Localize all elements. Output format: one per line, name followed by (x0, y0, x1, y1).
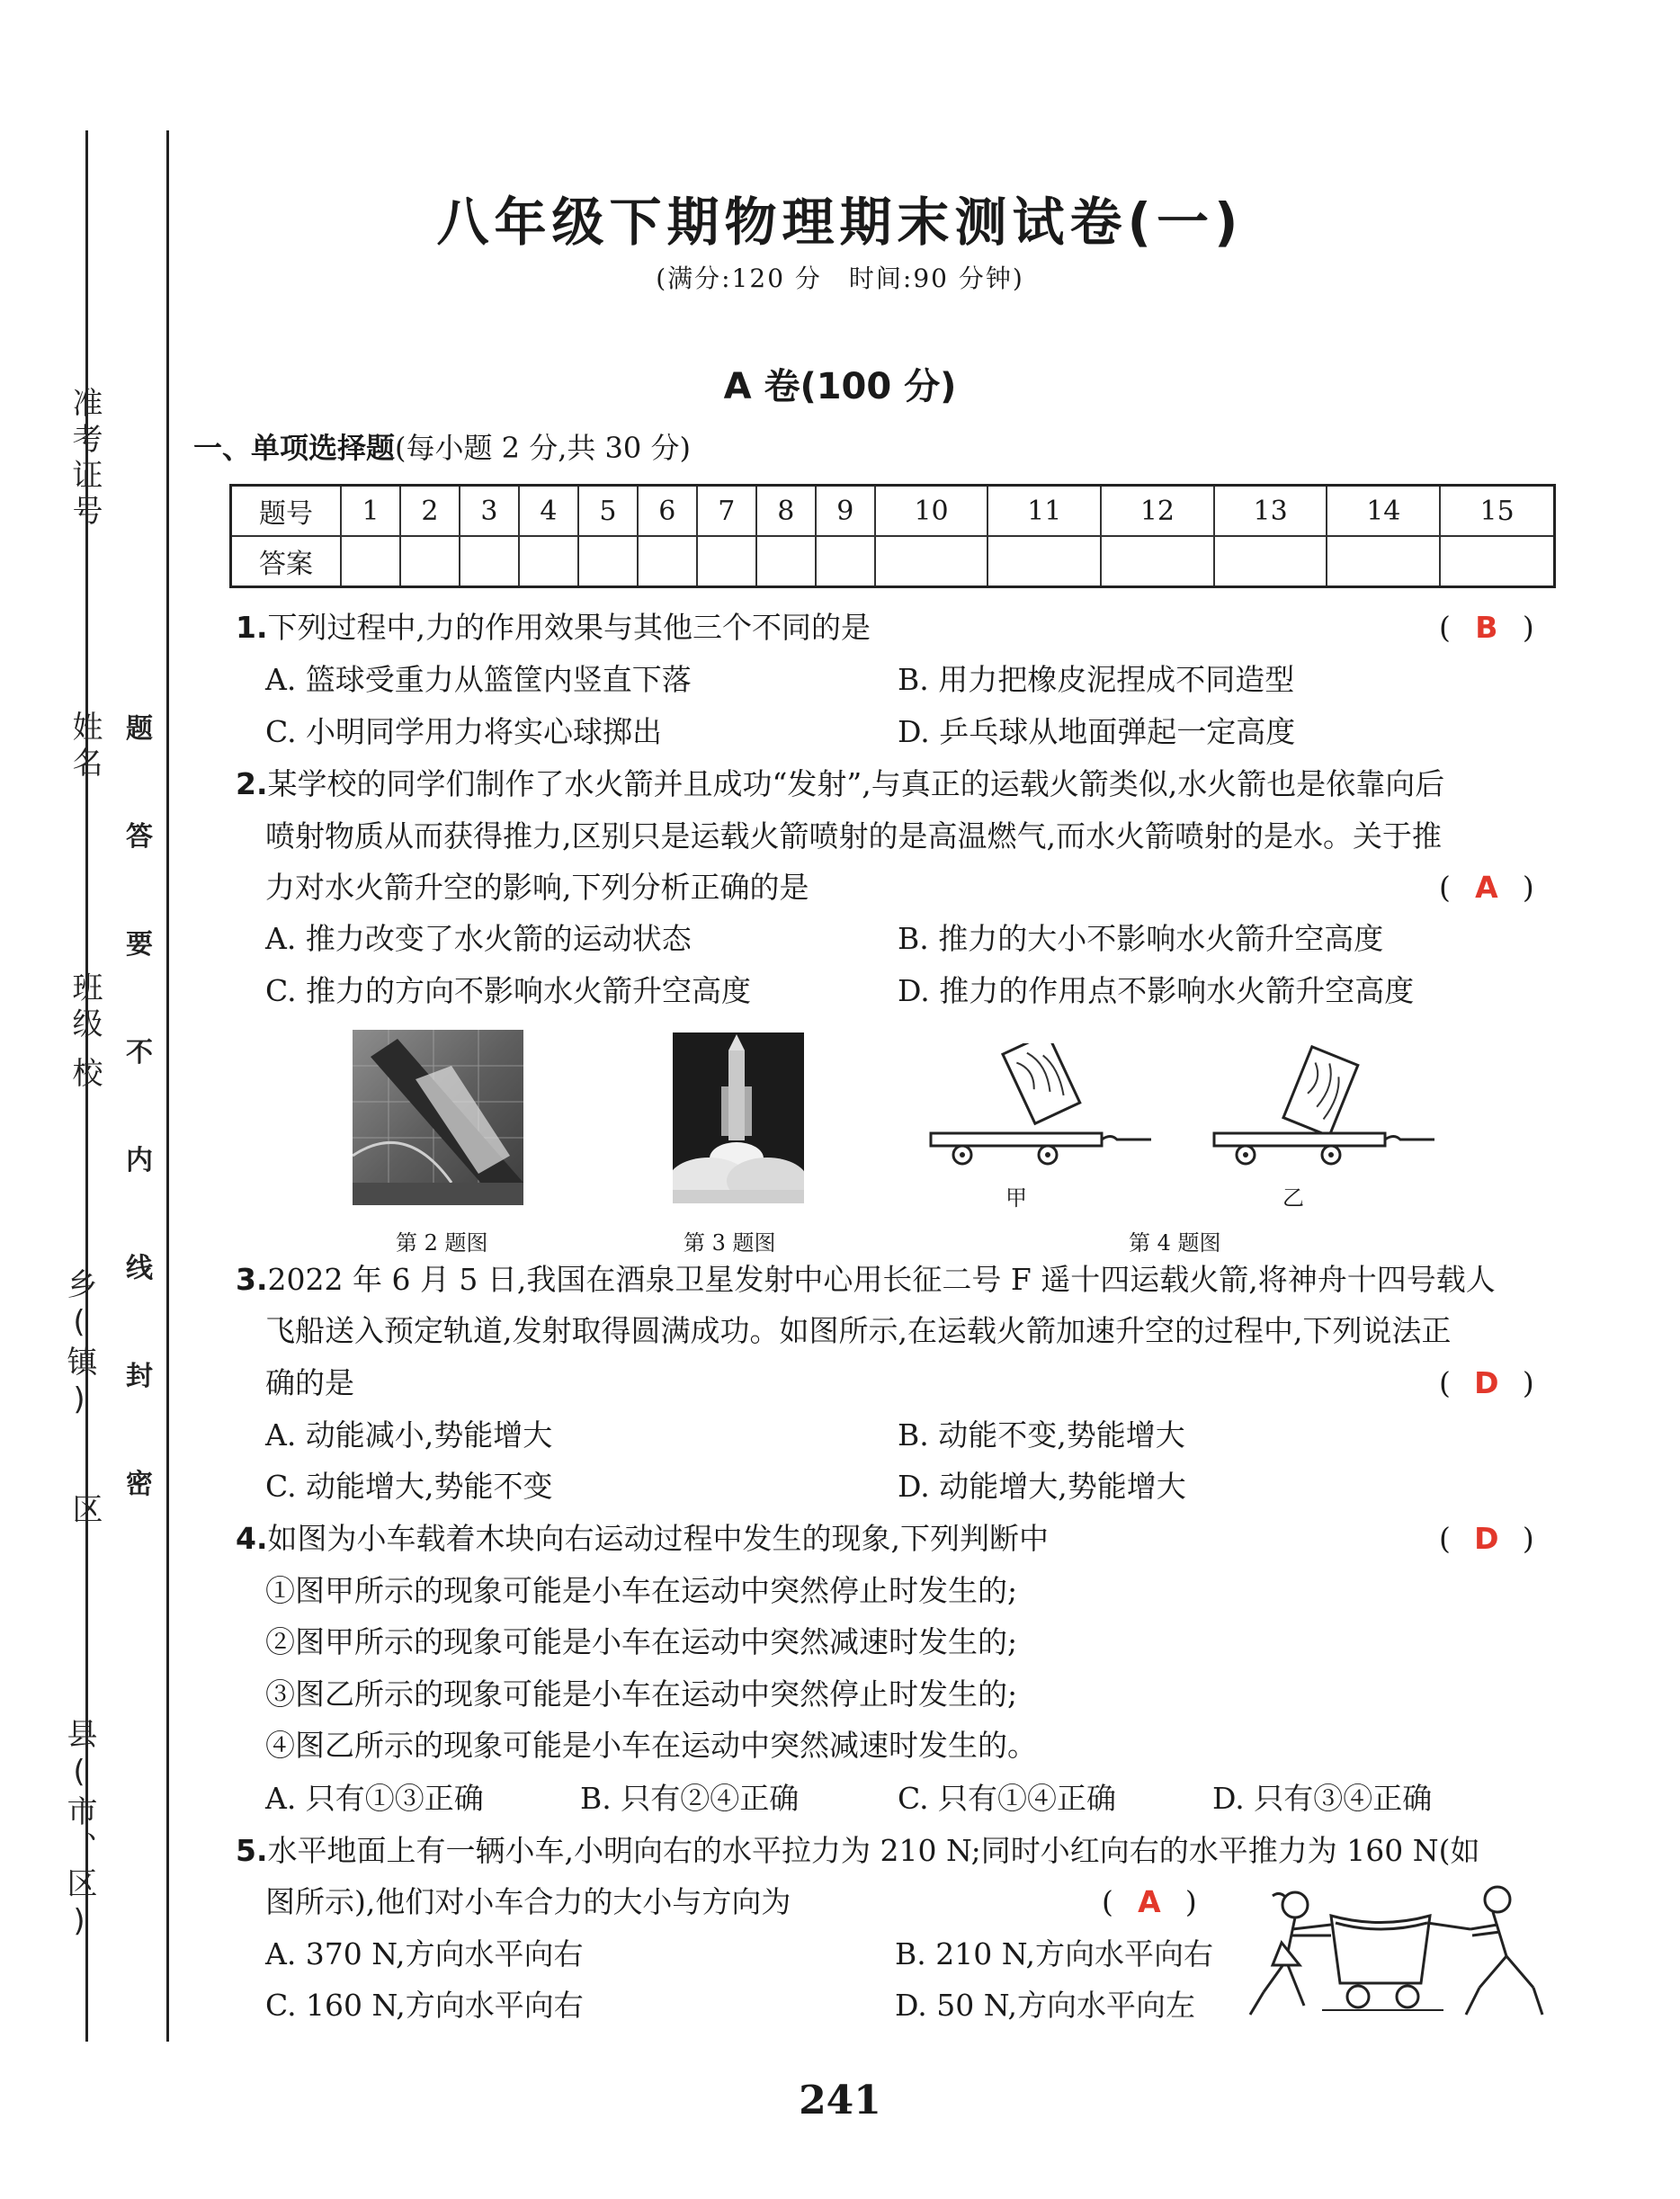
answer-cell[interactable] (697, 536, 756, 587)
cart-figure-yi (1210, 1043, 1443, 1169)
part-a-heading: A 卷(100 分) (723, 366, 957, 407)
seal-hint-ti: 题 (126, 713, 153, 745)
section-note: (每小题 2 分,共 30 分) (395, 431, 691, 465)
table-cell: 3 (460, 486, 519, 537)
answer-cell[interactable] (519, 536, 578, 587)
q2-answer: A (1475, 870, 1498, 905)
caption-fig4: 第 4 题图 (1129, 1230, 1221, 1256)
q2-option-c: C. 推力的方向不影响水火箭升空高度 (265, 973, 752, 1008)
q5-answer-bracket: ( A ) (1102, 1884, 1197, 1919)
answer-cell[interactable] (341, 536, 400, 587)
q3-option-b: B. 动能不变,势能增大 (898, 1417, 1185, 1453)
q5-number: 5. (236, 1833, 268, 1868)
q4-statement-2: ②图甲所示的现象可能是小车在运动中突然减速时发生的; (265, 1624, 1018, 1659)
cart-figure-jia (926, 1043, 1160, 1169)
seal-hint-nei: 内 (126, 1145, 153, 1176)
table-cell: 6 (638, 486, 697, 537)
table-cell: 13 (1214, 486, 1327, 537)
q1-answer-bracket: ( B ) (1439, 610, 1534, 645)
answer-cell[interactable] (400, 536, 460, 587)
q4-statement-3: ③图乙所示的现象可能是小车在运动中突然停止时发生的; (265, 1676, 1018, 1712)
q1-option-a: A. 篮球受重力从篮筐内竖直下落 (265, 662, 692, 697)
county-label: 县(市、区) (61, 1718, 97, 1944)
seal-hint-feng: 封 (126, 1361, 153, 1392)
town-label: 乡(镇) (61, 1268, 97, 1423)
page-title: 八年级下期物理期末测试卷(一) (436, 192, 1244, 253)
q4-option-c: C. 只有①④正确 (898, 1781, 1117, 1816)
seal-hint-yao: 要 (126, 929, 153, 961)
seal-hint-bu: 不 (126, 1037, 153, 1068)
q4-statement-4: ④图乙所示的现象可能是小车在运动中突然减速时发生的。 (265, 1728, 1037, 1763)
q1-number: 1. (236, 610, 268, 645)
q4-answer: D (1474, 1521, 1499, 1556)
q2-option-b: B. 推力的大小不影响水火箭升空高度 (898, 921, 1384, 956)
table-row-numbers (231, 486, 1555, 537)
figure-label-jia: 甲 (1005, 1185, 1027, 1211)
q5-line-2: 图所示),他们对小车合力的大小与方向为 (265, 1884, 791, 1919)
table-cell: 1 (341, 486, 400, 537)
table-row-answers (231, 536, 1555, 587)
q1-stem (236, 610, 871, 646)
q3-line-2: 飞船送入预定轨道,发射取得圆满成功。如图所示,在运载火箭加速升空的过程中,下列说法正 (265, 1313, 1452, 1348)
figure-label-yi: 乙 (1282, 1185, 1304, 1211)
q4-number: 4. (236, 1521, 268, 1556)
seal-hint-xian: 线 (126, 1253, 153, 1284)
caption-fig2: 第 2 题图 (396, 1230, 488, 1256)
row-label-answer: 答案 (231, 536, 342, 587)
q1-stem-text: 下列过程中,力的作用效果与其他三个不同的是 (267, 610, 871, 645)
q5-line-1: 5.水平地面上有一辆小车,小明向右的水平拉力为 210 N;同时小红向右的水平推力为 160 N(如 (236, 1833, 1480, 1868)
q5-option-c: C. 160 N,方向水平向右 (265, 1988, 584, 2023)
table-cell: 7 (697, 486, 756, 537)
q4-option-a: A. 只有①③正确 (265, 1781, 484, 1816)
section-label: 一、单项选择题 (193, 431, 396, 465)
answer-cell[interactable] (1101, 536, 1214, 587)
school-label: 校 (67, 1057, 103, 1093)
rocket-launch-photo (673, 1032, 804, 1203)
table-cell: 15 (1440, 486, 1554, 537)
table-cell: 10 (875, 486, 988, 537)
q5-answer: A (1138, 1884, 1161, 1919)
q3-option-d: D. 动能增大,势能增大 (898, 1469, 1186, 1504)
q2-answer-bracket: ( A ) (1439, 870, 1534, 905)
q3-number: 3. (236, 1262, 268, 1297)
caption-fig3: 第 3 题图 (684, 1230, 776, 1256)
q3-answer-bracket: ( D ) (1439, 1365, 1534, 1400)
q2-line-2: 喷射物质从而获得推力,区别只是运载火箭喷射的是高温燃气,而水火箭喷射的是水。关于推 (265, 818, 1442, 854)
answer-cell[interactable] (460, 536, 519, 587)
row-label-number: 题号 (231, 486, 342, 537)
answer-cell[interactable] (987, 536, 1101, 587)
q4-option-d: D. 只有③④正确 (1212, 1781, 1433, 1816)
q1-option-b: B. 用力把橡皮泥捏成不同造型 (898, 662, 1295, 697)
answer-cell[interactable] (875, 536, 988, 587)
table-cell: 12 (1101, 486, 1214, 537)
q5-option-b: B. 210 N,方向水平向右 (895, 1936, 1213, 1971)
section-heading (193, 425, 691, 467)
q2-option-a: A. 推力改变了水火箭的运动状态 (265, 921, 692, 956)
q3-option-a: A. 动能减小,势能增大 (265, 1417, 553, 1453)
answer-cell[interactable] (578, 536, 638, 587)
water-rocket-photo (353, 1030, 523, 1205)
seal-hint-da: 答 (126, 821, 153, 853)
table-cell: 2 (400, 486, 460, 537)
district-label: 区 (67, 1493, 103, 1529)
q1-option-c: C. 小明同学用力将实心球掷出 (265, 714, 663, 749)
table-cell: 5 (578, 486, 638, 537)
q4-answer-bracket: ( D ) (1439, 1521, 1534, 1556)
q2-number: 2. (236, 766, 268, 801)
exam-id-label: 准考证号 (67, 387, 103, 531)
q1-option-d: D. 乒乓球从地面弹起一定高度 (898, 714, 1296, 749)
name-label: 姓名 (67, 711, 103, 782)
margin-line-inner (166, 130, 169, 2042)
answer-cell[interactable] (816, 536, 875, 587)
page-subtitle: (满分:120 分 时间:90 分钟) (656, 264, 1024, 293)
q3-option-c: C. 动能增大,势能不变 (265, 1469, 553, 1504)
answer-cell[interactable] (756, 536, 816, 587)
push-pull-cart-figure (1237, 1880, 1547, 2024)
q3-line-1: 3.2022 年 6 月 5 日,我国在酒泉卫星发射中心用长征二号 F 遥十四运载火箭,将神舟十四号载人 (236, 1262, 1496, 1297)
q5-option-d: D. 50 N,方向水平向左 (895, 1988, 1195, 2023)
answer-cell[interactable] (1214, 536, 1327, 587)
answer-cell[interactable] (638, 536, 697, 587)
page-number: 241 (799, 2078, 881, 2123)
q4-option-b: B. 只有②④正确 (580, 1781, 800, 1816)
q5-option-a: A. 370 N,方向水平向右 (265, 1936, 584, 1971)
answer-cell[interactable] (1327, 536, 1440, 587)
q3-answer: D (1474, 1365, 1499, 1400)
q2-line-1: 2.某学校的同学们制作了水火箭并且成功“发射”,与真正的运载火箭类似,水火箭也是依靠向后 (236, 766, 1445, 801)
answer-table (229, 484, 1556, 588)
answer-cell[interactable] (1440, 536, 1554, 587)
table-cell: 4 (519, 486, 578, 537)
q1-answer: B (1475, 610, 1498, 645)
class-label: 班级 (67, 971, 103, 1043)
q2-line-3: 力对水火箭升空的影响,下列分析正确的是 (265, 870, 809, 905)
q4-statement-1: ①图甲所示的现象可能是小车在运动中突然停止时发生的; (265, 1573, 1018, 1608)
q2-option-d: D. 推力的作用点不影响水火箭升空高度 (898, 973, 1415, 1008)
table-cell: 8 (756, 486, 816, 537)
table-cell: 11 (987, 486, 1101, 537)
q3-line-3: 确的是 (265, 1365, 354, 1400)
seal-hint-mi: 密 (126, 1469, 153, 1500)
table-cell: 9 (816, 486, 875, 537)
q4-stem: 4.如图为小车载着木块向右运动过程中发生的现象,下列判断中 (236, 1521, 1049, 1556)
table-cell: 14 (1327, 486, 1440, 537)
